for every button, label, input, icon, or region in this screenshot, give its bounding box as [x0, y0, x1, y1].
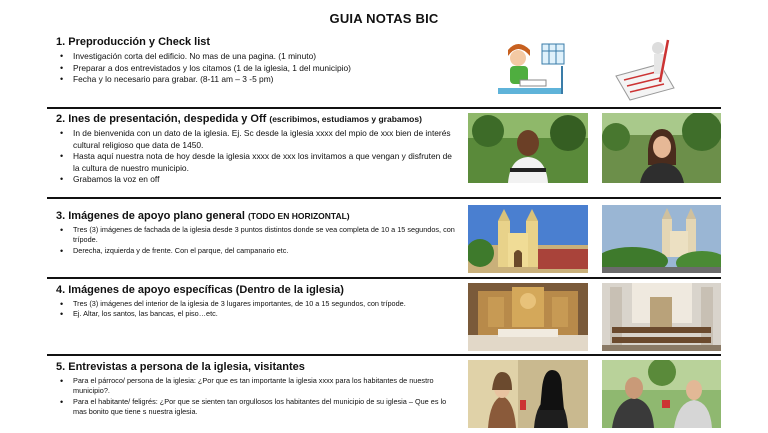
section-divider [47, 197, 721, 199]
presenter-woman-photo [602, 113, 721, 183]
section-heading: 2. Ines de presentación, despedida y Off (escribimos, estudiamos y grabamos) [56, 113, 422, 125]
checklist-clipart [610, 36, 685, 102]
bullet-item: • Investigación corta del edificio. No mas de una pagina. (1 minuto) [73, 51, 456, 63]
section-divider [47, 107, 721, 109]
section-general-shots [56, 210, 456, 256]
interview-men-photo [602, 360, 721, 428]
interview-women-photo [468, 360, 588, 428]
bullet-item: • Fecha y lo necesario para grabar. (8-11 am – 3 -5 pm) [73, 74, 456, 86]
bullet-item: • Hasta aquí nuestra nota de hoy desde la iglesia xxxx de xxx los invitamos a que vengan y disfruten de la cultura de nuestro municipio. [73, 151, 456, 174]
bullet-item: • In de bienvenida con un dato de la iglesia. Ej. Sc desde la iglesia xxxx del mpio de xxx bien de interés cultural religioso que data de 1450. [73, 128, 456, 151]
section-heading: 4. Imágenes de apoyo específicas (Dentro de la iglesia) [56, 284, 344, 296]
bullet-item: • Preparar a dos entrevistados y los citamos (1 de la iglesia, 1 del municipio) [73, 63, 456, 75]
bullet-item: • Ej. Altar, los santos, las bancas, el piso…etc. [73, 309, 456, 319]
researcher-clipart [490, 36, 580, 102]
bullet-item: • Grabamos la voz en off [73, 174, 456, 186]
section-divider [47, 277, 721, 279]
bullet-item: • Tres (3) imágenes del interior de la iglesia de 3 lugares importantes, de 10 a 15 segundos, con trípode. [73, 299, 456, 309]
section-interviews [56, 361, 456, 418]
section-divider [47, 354, 721, 356]
church-facade-photo-2 [602, 205, 721, 273]
bullet-item: • Para el párroco/ persona de la iglesia: ¿Por que es tan importante la iglesia xxxx para los habitantes de nuestro municipio?. [73, 376, 456, 397]
section-specific-shots [56, 284, 456, 320]
church-interior-altar-photo [468, 283, 588, 351]
section-heading: 3. Imágenes de apoyo plano general (TODO EN HORIZONTAL) [56, 210, 350, 222]
bullet-item: • Tres (3) imágenes de fachada de la iglesia desde 3 puntos distintos donde se vea completa de 10 a 15 segundos, con trípode. [73, 225, 456, 246]
church-facade-photo-1 [468, 205, 588, 273]
section-heading: 5. Entrevistas a persona de la iglesia, visitantes [56, 361, 305, 373]
bullet-item: • Para el habitante/ feligrés: ¿Por que se sienten tan orgullosos los habitantes del municipio de su iglesia – Que es lo mas bonito que tiene s nuestra iglesia. [73, 397, 456, 418]
church-interior-nave-photo [602, 283, 721, 351]
section-heading: 1. Preproducción y Check list [56, 36, 211, 48]
presenter-man-photo [468, 113, 588, 183]
page-title: GUIA NOTAS BIC [329, 11, 439, 26]
bullet-item: • Derecha, izquierda y de frente. Con el parque, del campanario etc. [73, 246, 456, 256]
section-preproduction [56, 36, 456, 86]
section-presentation [56, 113, 456, 186]
